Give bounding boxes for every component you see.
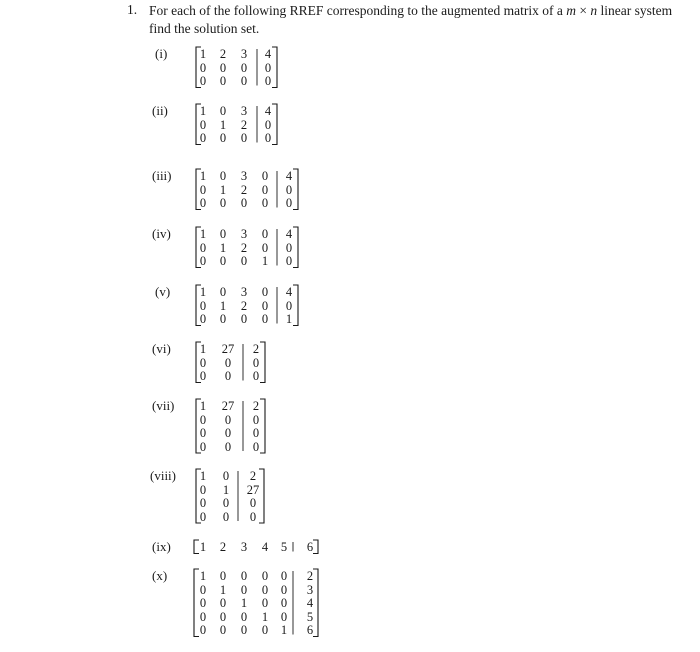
matrix-entry: 0 bbox=[224, 412, 232, 427]
matrix-entry: 1 bbox=[199, 169, 207, 183]
matrix-entry: 1 bbox=[280, 623, 288, 637]
matrix-entry: 0 bbox=[219, 623, 227, 637]
matrix-entry: 0 bbox=[261, 285, 269, 299]
matrix-entry: 5 bbox=[280, 540, 288, 554]
matrix-entry: 0 bbox=[240, 254, 248, 268]
left-bracket bbox=[194, 569, 199, 637]
augmented-entry: 0 bbox=[264, 60, 272, 75]
matrix-brackets bbox=[0, 539, 700, 559]
matrix-part bbox=[0, 103, 700, 150]
matrix-entry: 2 bbox=[240, 298, 248, 313]
augmented-entry: 0 bbox=[285, 196, 293, 210]
augmented-entry: 2 bbox=[252, 399, 260, 413]
matrix-entry: 0 bbox=[261, 582, 269, 597]
matrix-entry: 0 bbox=[219, 169, 227, 183]
matrix-entry: 0 bbox=[280, 582, 288, 597]
matrix-entry: 0 bbox=[199, 412, 207, 427]
matrix-entry: 1 bbox=[261, 609, 269, 624]
augmented-entry: 2 bbox=[306, 569, 314, 583]
matrix-entry: 2 bbox=[219, 47, 227, 61]
matrix-entry: 0 bbox=[280, 569, 288, 583]
augmented-entry: 0 bbox=[252, 355, 260, 370]
matrix-entry: 0 bbox=[222, 509, 230, 524]
matrix-entry: 1 bbox=[219, 240, 227, 255]
matrix-part bbox=[0, 46, 700, 93]
matrix-entry: 27 bbox=[221, 342, 235, 356]
matrix-entry: 3 bbox=[240, 47, 248, 61]
matrix-part bbox=[0, 168, 700, 215]
matrix-entry: 0 bbox=[240, 131, 248, 145]
right-bracket bbox=[293, 285, 298, 326]
matrix-entry: 0 bbox=[240, 60, 248, 75]
augmented-entry: 4 bbox=[306, 596, 314, 610]
augmented-entry: 0 bbox=[249, 496, 257, 510]
matrix-entry: 1 bbox=[199, 104, 207, 118]
matrix-entry: 0 bbox=[261, 240, 269, 255]
augmented-entry: 0 bbox=[264, 74, 272, 88]
part-label: (ix) bbox=[152, 539, 171, 554]
matrix-entry: 0 bbox=[224, 369, 232, 383]
matrix-entry: 1 bbox=[199, 47, 207, 61]
augmented-entry: 0 bbox=[285, 254, 293, 268]
augmented-entry: 0 bbox=[252, 412, 260, 427]
augmented-entry: 0 bbox=[252, 369, 260, 383]
matrix-entry: 0 bbox=[261, 623, 269, 637]
matrix-brackets bbox=[0, 568, 700, 642]
matrix-entry: 0 bbox=[219, 596, 227, 610]
matrix-entry: 0 bbox=[240, 623, 248, 637]
matrix-entry: 3 bbox=[240, 540, 248, 554]
right-bracket bbox=[272, 104, 277, 145]
matrix-entry: 27 bbox=[221, 399, 235, 413]
matrix-entry: 0 bbox=[240, 312, 248, 326]
matrix-entry: 0 bbox=[199, 426, 207, 440]
augmented-entry: 0 bbox=[252, 426, 260, 440]
matrix-entry: 0 bbox=[199, 482, 207, 497]
augmented-entry: 0 bbox=[285, 298, 293, 313]
matrix-entry: 0 bbox=[240, 569, 248, 583]
augmented-entry: 1 bbox=[285, 312, 293, 326]
matrix-entry: 1 bbox=[240, 596, 248, 610]
part-label: (iv) bbox=[152, 226, 171, 241]
matrix-brackets bbox=[0, 103, 700, 150]
augmented-entry: 4 bbox=[285, 169, 293, 183]
right-bracket bbox=[293, 169, 298, 210]
matrix-entry: 0 bbox=[199, 439, 207, 454]
augmented-entry: 4 bbox=[285, 227, 293, 241]
part-label: (vi) bbox=[152, 341, 171, 356]
matrix-entry: 0 bbox=[224, 355, 232, 370]
matrix-entry: 0 bbox=[199, 298, 207, 313]
augmented-entry: 2 bbox=[249, 469, 257, 483]
matrix-entry: 0 bbox=[199, 355, 207, 370]
matrix-entry: 1 bbox=[199, 569, 207, 583]
matrix-entry: 0 bbox=[199, 509, 207, 524]
matrix-entry: 0 bbox=[222, 496, 230, 510]
matrix-entry: 0 bbox=[224, 426, 232, 440]
matrix-entry: 1 bbox=[222, 482, 230, 497]
matrix-part bbox=[0, 568, 700, 642]
matrix-entry: 0 bbox=[199, 131, 207, 145]
problem-statement: For each of the following RREF corresponding to the augmented matrix of a m × n linear system find the solution set. bbox=[149, 3, 673, 36]
part-label: (x) bbox=[152, 568, 168, 583]
augmented-entry: 0 bbox=[264, 117, 272, 132]
matrix-entry: 0 bbox=[261, 596, 269, 610]
augmented-entry: 6 bbox=[306, 540, 314, 554]
matrix-entry: 0 bbox=[199, 74, 207, 88]
matrix-entry: 0 bbox=[219, 196, 227, 210]
matrix-entry: 0 bbox=[199, 609, 207, 624]
matrix-part bbox=[0, 398, 700, 458]
matrix-entry: 0 bbox=[240, 74, 248, 88]
matrix-entry: 1 bbox=[199, 285, 207, 299]
right-bracket bbox=[313, 540, 318, 554]
matrix-entry: 0 bbox=[261, 298, 269, 313]
matrix-entry: 0 bbox=[240, 609, 248, 624]
matrix-entry: 1 bbox=[199, 399, 207, 413]
matrix-entry: 0 bbox=[199, 240, 207, 255]
augmented-entry: 0 bbox=[285, 240, 293, 255]
matrix-entry: 0 bbox=[199, 117, 207, 132]
right-bracket bbox=[293, 227, 298, 268]
matrix-entry: 0 bbox=[280, 596, 288, 610]
matrix-brackets bbox=[0, 46, 700, 93]
augmented-entry: 4 bbox=[285, 285, 293, 299]
matrix-brackets bbox=[0, 398, 700, 458]
matrix-part bbox=[0, 539, 700, 559]
matrix-entry: 1 bbox=[199, 469, 207, 483]
matrix-entry: 2 bbox=[240, 240, 248, 255]
matrix-entry: 0 bbox=[280, 609, 288, 624]
matrix-entry: 1 bbox=[219, 117, 227, 132]
part-label: (vii) bbox=[152, 398, 175, 413]
matrix-entry: 0 bbox=[199, 182, 207, 197]
matrix-entry: 3 bbox=[240, 104, 248, 118]
matrix-entry: 0 bbox=[219, 131, 227, 145]
matrix-entry: 0 bbox=[199, 312, 207, 326]
right-bracket bbox=[260, 399, 265, 453]
matrix-entry: 0 bbox=[222, 469, 230, 483]
matrix-entry: 3 bbox=[240, 285, 248, 299]
matrix-part bbox=[0, 341, 700, 388]
augmented-entry: 4 bbox=[264, 47, 272, 61]
matrix-brackets bbox=[0, 341, 700, 388]
matrix-entry: 0 bbox=[199, 196, 207, 210]
right-bracket bbox=[260, 342, 265, 383]
matrix-entry: 1 bbox=[219, 582, 227, 597]
matrix-entry: 4 bbox=[261, 540, 269, 554]
augmented-entry: 0 bbox=[252, 439, 260, 454]
augmented-entry: 3 bbox=[306, 582, 314, 597]
matrix-entry: 0 bbox=[261, 196, 269, 210]
matrix-brackets bbox=[0, 284, 700, 331]
matrix-brackets bbox=[0, 468, 700, 528]
part-label: (v) bbox=[155, 284, 171, 299]
matrix-entry: 0 bbox=[224, 439, 232, 454]
augmented-entry: 0 bbox=[264, 131, 272, 145]
matrix-entry: 0 bbox=[199, 60, 207, 75]
part-label: (viii) bbox=[150, 468, 176, 483]
matrix-entry: 3 bbox=[240, 227, 248, 241]
matrix-entry: 0 bbox=[199, 369, 207, 383]
matrix-entry: 0 bbox=[219, 254, 227, 268]
right-bracket bbox=[272, 47, 277, 88]
matrix-entry: 2 bbox=[219, 540, 227, 554]
matrix-entry: 1 bbox=[199, 227, 207, 241]
matrix-part bbox=[0, 226, 700, 273]
matrix-entry: 0 bbox=[261, 169, 269, 183]
matrix-entry: 0 bbox=[219, 569, 227, 583]
part-label: (i) bbox=[155, 46, 168, 61]
augmented-entry: 0 bbox=[285, 182, 293, 197]
matrix-part bbox=[0, 468, 700, 528]
matrix-entry: 1 bbox=[199, 342, 207, 356]
matrix-entry: 0 bbox=[261, 227, 269, 241]
matrix-brackets bbox=[0, 226, 700, 273]
matrix-brackets bbox=[0, 168, 700, 215]
matrix-entry: 1 bbox=[219, 298, 227, 313]
augmented-entry: 27 bbox=[246, 482, 260, 497]
augmented-entry: 0 bbox=[249, 509, 257, 524]
matrix-entry: 0 bbox=[261, 182, 269, 197]
matrix-entry: 0 bbox=[261, 569, 269, 583]
augmented-entry: 2 bbox=[252, 342, 260, 356]
augmented-entry: 4 bbox=[264, 104, 272, 118]
matrix-entry: 0 bbox=[219, 227, 227, 241]
augmented-entry: 5 bbox=[306, 609, 314, 624]
right-bracket bbox=[259, 469, 264, 523]
problem-number: 1. bbox=[127, 2, 138, 17]
matrix-entry: 0 bbox=[219, 104, 227, 118]
matrix-entry: 0 bbox=[199, 496, 207, 510]
matrix-entry: 0 bbox=[219, 609, 227, 624]
problem-header bbox=[0, 0, 700, 40]
matrix-entry: 0 bbox=[219, 312, 227, 326]
augmented-entry: 6 bbox=[306, 623, 314, 637]
matrix-entry: 0 bbox=[261, 312, 269, 326]
matrix-entry: 2 bbox=[240, 117, 248, 132]
matrix-entry: 0 bbox=[219, 74, 227, 88]
matrix-entry: 0 bbox=[199, 582, 207, 597]
matrix-entry: 1 bbox=[199, 540, 207, 554]
matrix-entry: 0 bbox=[219, 285, 227, 299]
matrix-entry: 1 bbox=[219, 182, 227, 197]
right-bracket bbox=[313, 569, 318, 637]
matrix-entry: 0 bbox=[240, 582, 248, 597]
matrix-part bbox=[0, 284, 700, 331]
matrix-entry: 0 bbox=[219, 60, 227, 75]
left-bracket bbox=[194, 540, 199, 554]
matrix-entry: 0 bbox=[199, 254, 207, 268]
matrix-entry: 1 bbox=[261, 254, 269, 268]
part-label: (iii) bbox=[152, 168, 172, 183]
matrix-entry: 0 bbox=[240, 196, 248, 210]
matrix-entry: 0 bbox=[199, 596, 207, 610]
part-label: (ii) bbox=[152, 103, 168, 118]
matrix-entry: 2 bbox=[240, 182, 248, 197]
matrix-entry: 0 bbox=[199, 623, 207, 637]
matrix-entry: 3 bbox=[240, 169, 248, 183]
